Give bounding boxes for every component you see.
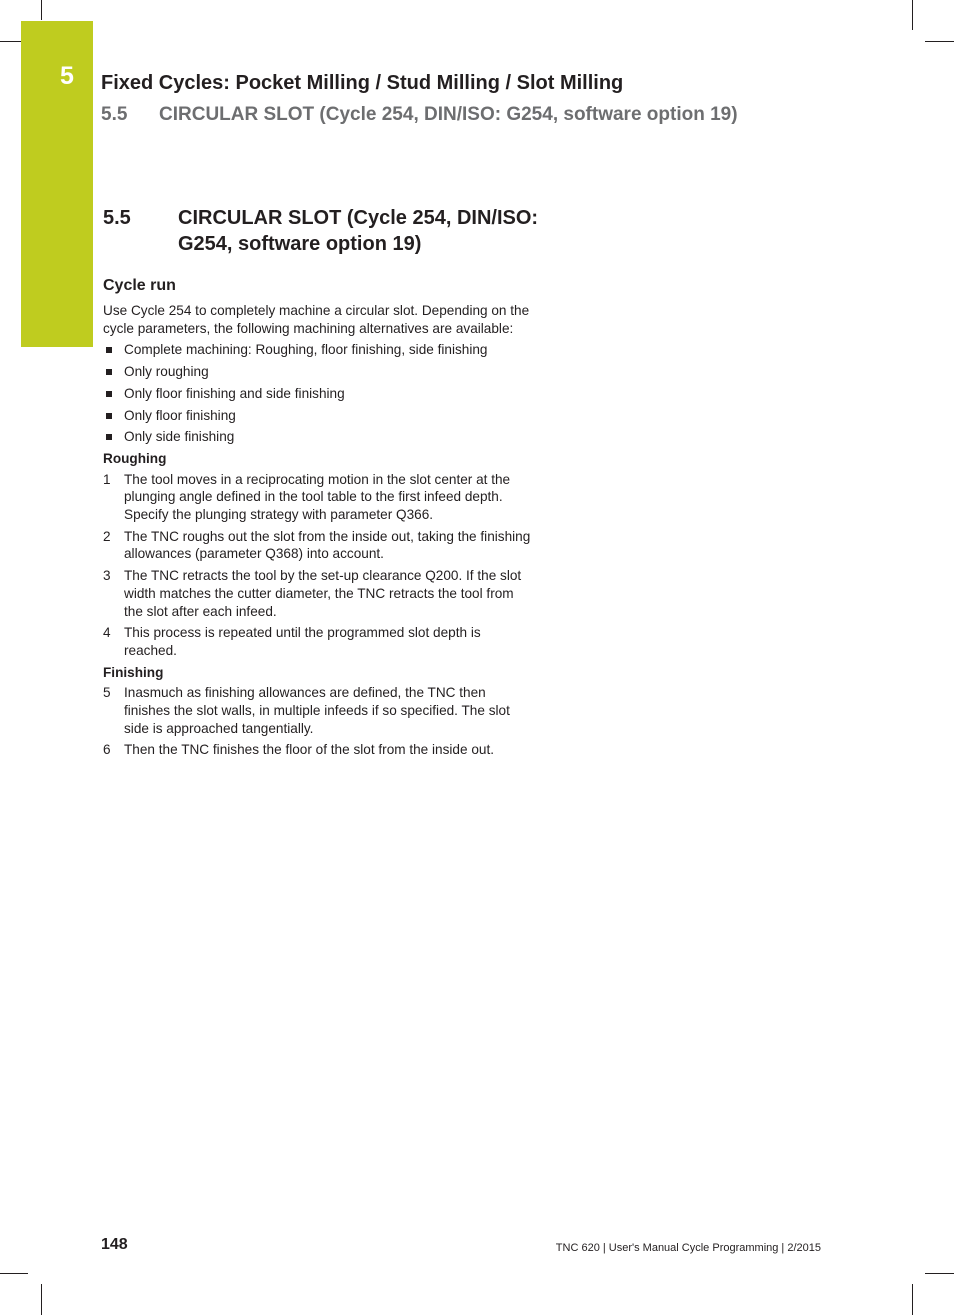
bullet-icon [106, 369, 112, 375]
step-item [103, 471, 535, 524]
running-header-section-title: CIRCULAR SLOT (Cycle 254, DIN/ISO: G254, software option 19) [159, 104, 738, 125]
step-number: 5 [103, 685, 111, 701]
list-item [103, 363, 535, 381]
crop-mark [912, 1284, 913, 1315]
roughing-steps [103, 471, 535, 660]
section-heading [103, 205, 563, 257]
section-number: 5.5 [103, 207, 131, 229]
step-item [103, 567, 535, 620]
footer-text: TNC 620 | User's Manual Cycle Programming | 2/2015 [555, 1242, 821, 1254]
running-header-section [101, 104, 738, 126]
step-text: Inasmuch as finishing allowances are defined, the TNC then finishes the slot walls, in multiple infeeds if so specified. The slot side is approached tangentially. [124, 685, 510, 736]
crop-mark [925, 1273, 954, 1274]
list-item-text: Only floor finishing and side finishing [124, 385, 345, 401]
list-item-text: Complete machining: Roughing, floor finishing, side finishing [124, 342, 488, 358]
body-content [103, 276, 535, 763]
finishing-heading: Finishing [103, 664, 164, 680]
list-item [103, 407, 535, 425]
finishing-steps [103, 684, 535, 759]
bullet-icon [106, 347, 112, 353]
crop-mark [925, 41, 954, 42]
roughing-heading: Roughing [103, 450, 167, 466]
step-number: 2 [103, 528, 111, 544]
list-item [103, 385, 535, 403]
step-item [103, 624, 535, 659]
step-text: The TNC roughs out the slot from the inside out, taking the finishing allowances (parameter Q368) into account. [124, 528, 531, 562]
step-item [103, 741, 535, 759]
page-number: 148 [101, 1236, 128, 1253]
bullet-icon [106, 391, 112, 397]
list-item-text: Only roughing [124, 364, 209, 380]
running-header-title: Fixed Cycles: Pocket Milling / Stud Milling / Slot Milling [101, 72, 624, 94]
step-number: 4 [103, 625, 111, 641]
crop-mark [41, 0, 42, 20]
bullet-icon [106, 413, 112, 419]
step-item [103, 528, 535, 563]
list-item [103, 428, 535, 446]
crop-mark [41, 1284, 42, 1315]
crop-mark [0, 41, 22, 42]
intro-paragraph: Use Cycle 254 to completely machine a circular slot. Depending on the cycle parameters, the following machining alternatives are available: [103, 303, 530, 336]
crop-mark [912, 0, 913, 30]
step-text: Then the TNC finishes the floor of the slot from the inside out. [124, 742, 494, 758]
running-header-section-number: 5.5 [101, 104, 128, 125]
step-item [103, 684, 535, 737]
bullet-icon [106, 434, 112, 440]
list-item-text: Only floor finishing [124, 407, 236, 423]
step-text: The tool moves in a reciprocating motion in the slot center at the plunging angle defined in the tool table to the first infeed depth. Specify the plunging strategy with parameter Q366. [124, 471, 511, 523]
step-text: This process is repeated until the programmed slot depth is reached. [124, 625, 481, 658]
cycle-run-heading: Cycle run [103, 277, 176, 294]
crop-mark [0, 1273, 28, 1274]
step-number: 3 [103, 568, 111, 584]
chapter-number: 5 [60, 62, 74, 90]
step-number: 6 [103, 742, 111, 758]
alternatives-list [103, 341, 535, 446]
section-title: CIRCULAR SLOT (Cycle 254, DIN/ISO: G254, software option 19) [178, 207, 539, 255]
list-item-text: Only side finishing [124, 429, 235, 445]
list-item [103, 341, 535, 359]
step-text: The TNC retracts the tool by the set-up clearance Q200. If the slot width matches the cutter diameter, the TNC retracts the tool from the slot after each infeed. [124, 568, 522, 619]
step-number: 1 [103, 471, 111, 487]
